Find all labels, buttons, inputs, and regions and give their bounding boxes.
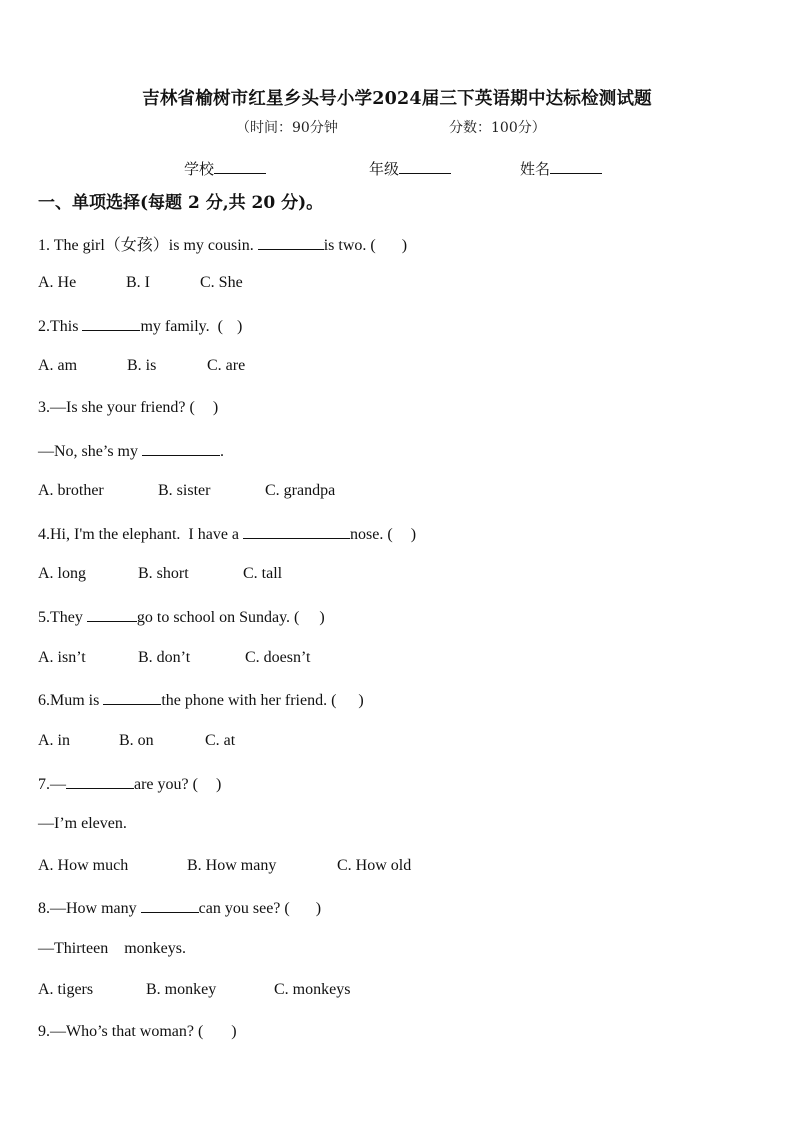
q4-stem-c: ): [410, 526, 417, 543]
q5-stem-a: 5.They: [38, 609, 87, 626]
q5-option-a: A. isn’t: [38, 649, 86, 666]
q8-stem-b: can you see? (: [198, 900, 290, 917]
q2-blank: [82, 316, 140, 331]
q8-option-c: C. monkeys: [274, 981, 351, 998]
q4-blank: [243, 524, 350, 539]
q8-blank: [141, 898, 199, 913]
question-4: [38, 524, 416, 544]
q6-option-a: A. in: [38, 732, 70, 749]
q6-stem-a: 6.Mum is: [38, 692, 104, 709]
q5-blank: [87, 607, 137, 622]
question-7-reply: —I’m eleven.: [38, 815, 127, 832]
q6-options: [38, 732, 235, 750]
q5-stem-b: go to school on Sunday. (: [136, 609, 300, 626]
question-3-reply: [38, 441, 224, 461]
q1-options: [38, 274, 243, 292]
q8-option-b: B. monkey: [146, 981, 217, 998]
q6-option-c: C. at: [205, 732, 236, 749]
school-field: [184, 158, 266, 179]
q5-stem-c: ): [319, 609, 325, 626]
question-8-reply: —Thirteen monkeys.: [38, 940, 186, 957]
exam-score: 分数：100分）: [449, 120, 546, 136]
q9-stem-a: 9.—Who’s that woman? (: [38, 1023, 204, 1040]
q3-option-b: B. sister: [158, 482, 211, 499]
q6-stem-c: ): [358, 692, 364, 709]
section-heading: 一、单项选择(每题 2 分,共 20 分)。: [38, 193, 324, 213]
question-8: [38, 898, 321, 918]
grade-blank: [399, 159, 451, 174]
q1-option-a: A. He: [38, 274, 77, 291]
q2-option-c: C. are: [207, 357, 246, 374]
exam-time: （时间：90分钟: [236, 120, 338, 136]
q6-blank: [103, 690, 161, 705]
q1-blank: [258, 235, 324, 250]
q1-stem-b: is two. (: [323, 237, 376, 254]
question-1: [38, 232, 407, 255]
q7-stem-b: are you? (: [134, 776, 198, 793]
q2-options: [38, 357, 245, 375]
q8-options: [38, 981, 350, 999]
exam-title: 吉林省榆树市红星乡头号小学2024届三下英语期中达标检测试题: [142, 89, 652, 109]
q2-stem-b: my family. (: [140, 318, 223, 335]
q4-option-c: C. tall: [243, 565, 283, 582]
name-label: 姓名: [520, 160, 551, 178]
q7-blank: [66, 774, 134, 789]
q7-option-b: B. How many: [187, 857, 277, 874]
q3-stem-a: 3.—Is she your friend? (: [38, 399, 195, 416]
q3-option-a: A. brother: [38, 482, 104, 499]
q3-stem2-a: —No, she’s my: [38, 443, 142, 460]
q3-blank: [142, 441, 220, 456]
q7-stem-c: ): [215, 776, 222, 793]
q2-option-b: B. is: [127, 357, 157, 374]
grade-label: 年级: [369, 160, 400, 178]
q7-option-c: C. How old: [337, 857, 412, 874]
q6-option-b: B. on: [119, 732, 154, 749]
q1-stem-c: ): [401, 237, 408, 254]
q5-option-c: C. doesn’t: [245, 649, 311, 666]
q8-stem-c: ): [315, 900, 322, 917]
q2-stem-a: 2.This: [38, 318, 83, 335]
q7-options: [38, 857, 411, 875]
q8-option-a: A. tigers: [38, 981, 94, 998]
grade-field: [369, 158, 451, 179]
question-5: [38, 607, 325, 627]
question-6: [38, 690, 364, 710]
q4-option-a: A. long: [38, 565, 86, 582]
question-3: [38, 399, 218, 417]
q6-stem-b: the phone with her friend. (: [161, 692, 337, 709]
name-field: [520, 158, 602, 179]
q5-options: [38, 649, 310, 667]
q3-options: [38, 482, 335, 500]
school-blank: [214, 159, 266, 174]
q7-stem-a: 7.—: [38, 776, 66, 793]
q3-stem2-b: .: [220, 443, 224, 460]
q1-option-c: C. She: [200, 274, 243, 291]
q3-stem-b: ): [212, 399, 219, 416]
name-blank: [550, 159, 602, 174]
q4-stem-b: nose. (: [350, 526, 393, 543]
question-9: [38, 1023, 237, 1041]
question-2: [38, 316, 242, 336]
q4-option-b: B. short: [138, 565, 189, 582]
q1-stem-a: 1. The girl（女孩）is my cousin.: [38, 237, 258, 254]
q3-option-c: C. grandpa: [265, 482, 336, 499]
q4-options: [38, 565, 282, 583]
q1-option-b: B. I: [126, 274, 150, 291]
q8-stem-a: 8.—How many: [38, 900, 141, 917]
q9-stem-b: ): [231, 1023, 237, 1040]
q7-option-a: A. How much: [38, 857, 129, 874]
q2-stem-c: ): [236, 318, 243, 335]
school-label: 学校: [184, 160, 215, 178]
q5-option-b: B. don’t: [138, 649, 191, 666]
q2-option-a: A. am: [38, 357, 78, 374]
question-7: [38, 774, 221, 794]
q4-stem-a: 4.Hi, I'm the elephant. I have a: [38, 526, 244, 543]
